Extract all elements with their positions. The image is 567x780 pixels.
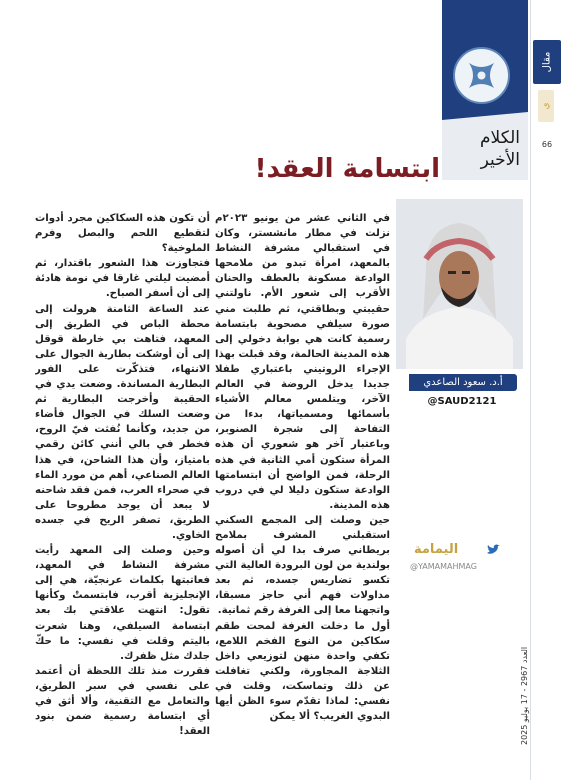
paragraph: فتجاوزت هذا الشعور باقتدار، ثم أمضيت ليلتي غارقا في نومة هادئة إلى أن أسفر الصباح.	[35, 258, 210, 300]
svg-text:ي: ي	[541, 102, 551, 110]
paragraph: أول ما دخلت الغرفة لمحت طقم سكاكين من النوع الفخم اللامع، تكفي واحدة منهن لتوزيعي داخل الثلاجة المجاورة، ولكني تغافلت عن ذلك وتماسكت، وقلت في نفسي: لماذا تقدّم سوء الظن أيها البدوي الغريب؟ ألا يمكن	[215, 620, 390, 723]
column-logo-icon	[455, 49, 508, 102]
social-block	[410, 540, 522, 580]
paragraph: فقررت منذ تلك اللحظة أن أعتمد على نفسي في سبر الطريق، والتعامل مع التقنية، وألا أثق في أي ابتسامة رسمية ضمن بنود العقد!	[35, 665, 210, 738]
magazine-logo-icon	[535, 88, 557, 124]
column-logo-badge	[453, 47, 510, 104]
paragraph: أن تكون هذه السكاكين مجرد أدوات لتقطيع اللحم والبصل وفرم الملوخية؟	[35, 213, 210, 255]
social-brand: اليمامة	[414, 542, 459, 557]
paragraph: في الثاني عشر من يونيو ٢٠٢٣م نزلت في مطار مانشستر، وكان في استقبالي مشرفة النشاط بالمعهد، امرأة تبدو من ملامحها الوادعة مسكونة بالعطف والحنان الأقرب إلى شعور الأم. ناولتني حقيبتي وبطاقتي، ثم طلبت مني صورة سيلفي مصحوبة بابتسامة رسمية كانت هي بوابة دخولي إلى هذه المدينة الحالمة، وقد قبلت بهذا الإجراء الروتيني باعتباري طفلا جديدا يدخل الروضة في العالم الآخر، ويتلمس معالم الأشياء بأسمائها ومسمياتها، بدءا من التفاحة إلى شجرة الصنوبر، وباعتبار آخر هو شعوري أن هذه المرأة ستكون أمي الثانية في هذه الرحلة، فمن الواضح أن ابتسامتها الوادعة ستكون دليلا لي في دروب هذه المدينة.	[215, 213, 390, 511]
article-column-right	[215, 211, 390, 771]
author-photo	[396, 199, 523, 369]
social-handle[interactable]: @YAMAMAHMAG	[410, 562, 477, 571]
author-name-bar: أ.د. سعود الصاعدي	[409, 374, 517, 391]
article-headline: ابتسامة العقد!	[254, 154, 440, 184]
column-title: الكلام الأخير	[480, 128, 520, 170]
paragraph: عند الساعة الثامنة هرولت إلى محطة الباص في الطريق إلى المعهد، فتاهت بي خارطة قوقل إلى أن أوشكت بطارية الجوال على الانتهاء، فتذكّرت على الفور البطارية المساندة. وضعت يدي في الحقيبة وأخرجت البطارية ثم وضعت السلك في الجوال فأضاء من جديد، وكأنما نُفثت فيّ الروح، فخطر في بالي أنني كائن رقمي بامتياز، وأن هذا الشاحن، في هذا العالم الصناعي، أهم من مورد الماء في صحراء العرب، فمن فقد شاحنه لا يبعد أن يوجد مطروحا على الطريق، تصفر الريح في جسده الخاوي.	[35, 303, 210, 541]
issue-line: العدد 2967 - 17 يوليو 2025	[520, 646, 529, 745]
paragraph: وحين وصلت إلى المعهد رأيت مشرفة النشاط في المعهد، فعاتبتها بكلمات عرنجيّة، هي إلى الإنجليزية أقرب، فابتسمتْ وكأنها تقول: انتهت علاقتي بك بعد ابتسامة السيلفي، وهنا شعرت باليتم وقلت في نفسي: ما حكّ جلدك مثل ظفرك.	[35, 545, 210, 662]
author-portrait-image	[396, 199, 523, 369]
author-handle[interactable]: @SAUD2121	[427, 396, 497, 407]
section-tab	[533, 40, 561, 84]
twitter-icon	[486, 544, 500, 556]
section-tab-label: مقال	[541, 51, 553, 73]
article-column-left	[35, 211, 210, 766]
rail-divider	[530, 0, 531, 780]
page-number: 66	[541, 140, 553, 149]
paragraph: حين وصلت إلى المجمع السكني استقبلني المشرف بملامح بريطاني صرف بدا لي أن أصوله بولندية من لون البرودة العالية التي تكسو تضاريس جسده، ثم بعد مداولات فهم أني حاجز مسبقا، واتجهنا معا إلى الغرفة رقم ثمانية.	[215, 514, 390, 617]
